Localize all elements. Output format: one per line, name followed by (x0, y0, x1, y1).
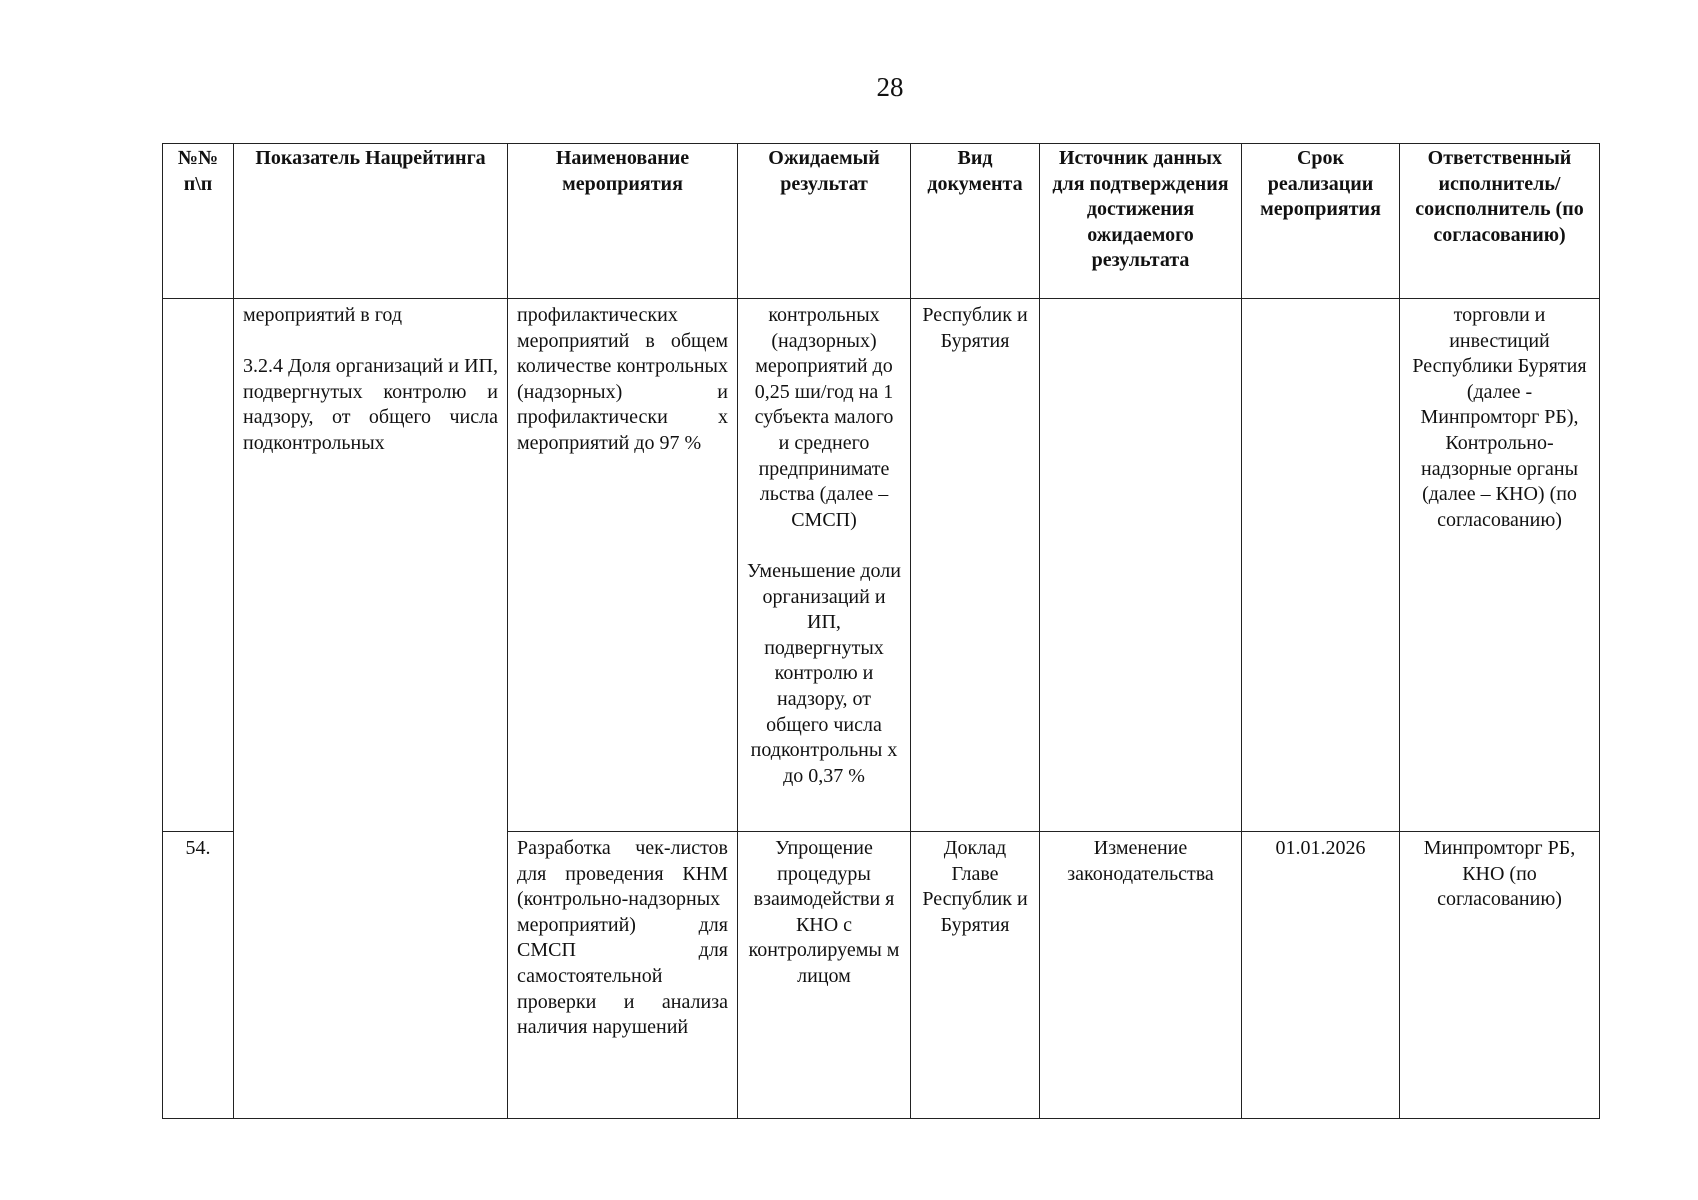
header-doc-type: Вид документа (911, 144, 1040, 299)
row1-num (163, 299, 234, 832)
row1-indicator-continuation: мероприятий в год (243, 304, 403, 326)
row1-activity: профилактических мероприятий в общем количестве контрольных (надзорных) и профилактически х мероприятий до 97 % (508, 299, 738, 832)
header-responsible: Ответственный исполнитель/ соисполнитель (по согласованию) (1400, 144, 1600, 299)
header-num: №№ п\п (163, 144, 234, 299)
header-activity: Наименование мероприятия (508, 144, 738, 299)
measures-table (162, 143, 1600, 1119)
table-header-row (163, 144, 1600, 299)
header-indicator: Показатель Нацрейтинга (234, 144, 508, 299)
row2-num: 54. (163, 832, 234, 1119)
row2-deadline: 01.01.2026 (1242, 832, 1400, 1119)
row1-result-part2: Уменьшение доли организаций и ИП, подвергнутых контролю и надзору, от общего числа подконтрольны х до 0,37 % (747, 559, 901, 787)
row2-result: Упрощение процедуры взаимодействи я КНО с контролируемы м лицом (738, 832, 911, 1119)
row1-result-part1: контрольных (надзорных) мероприятий до 0,25 ши/год на 1 субъекта малого и среднего предпринимате льства (далее – СМСП) (754, 304, 894, 531)
row2-activity: Разработка чек-листов для проведения КНМ (контрольно-надзорных мероприятий) для СМСП для самостоятельной проверки и анализа наличия нарушений (508, 832, 738, 1119)
row1-responsible: торговли и инвестиций Республики Бурятия (далее - Минпромторг РБ), Контрольно-надзорные органы (далее – КНО) (по согласованию) (1400, 299, 1600, 832)
row2-source: Изменение законодательства (1040, 832, 1242, 1119)
row1-source (1040, 299, 1242, 832)
row1-indicator-3-2-4: 3.2.4 Доля организаций и ИП, подвергнутых контролю и надзору, от общего числа подконтрольных (243, 355, 498, 454)
row1-deadline (1242, 299, 1400, 832)
page-number: 28 (876, 72, 904, 102)
row1-indicator (234, 299, 508, 1119)
row1-result (738, 299, 911, 832)
header-result: Ожидаемый результат (738, 144, 911, 299)
header-deadline: Срок реализации мероприятия (1242, 144, 1400, 299)
row1-doc-type: Республик и Бурятия (911, 299, 1040, 832)
table-row (163, 299, 1600, 832)
header-source: Источник данных для подтверждения достижения ожидаемого результата (1040, 144, 1242, 299)
row2-responsible: Минпромторг РБ, КНО (по согласованию) (1400, 832, 1600, 1119)
row2-doc-type: Доклад Главе Республик и Бурятия (911, 832, 1040, 1119)
